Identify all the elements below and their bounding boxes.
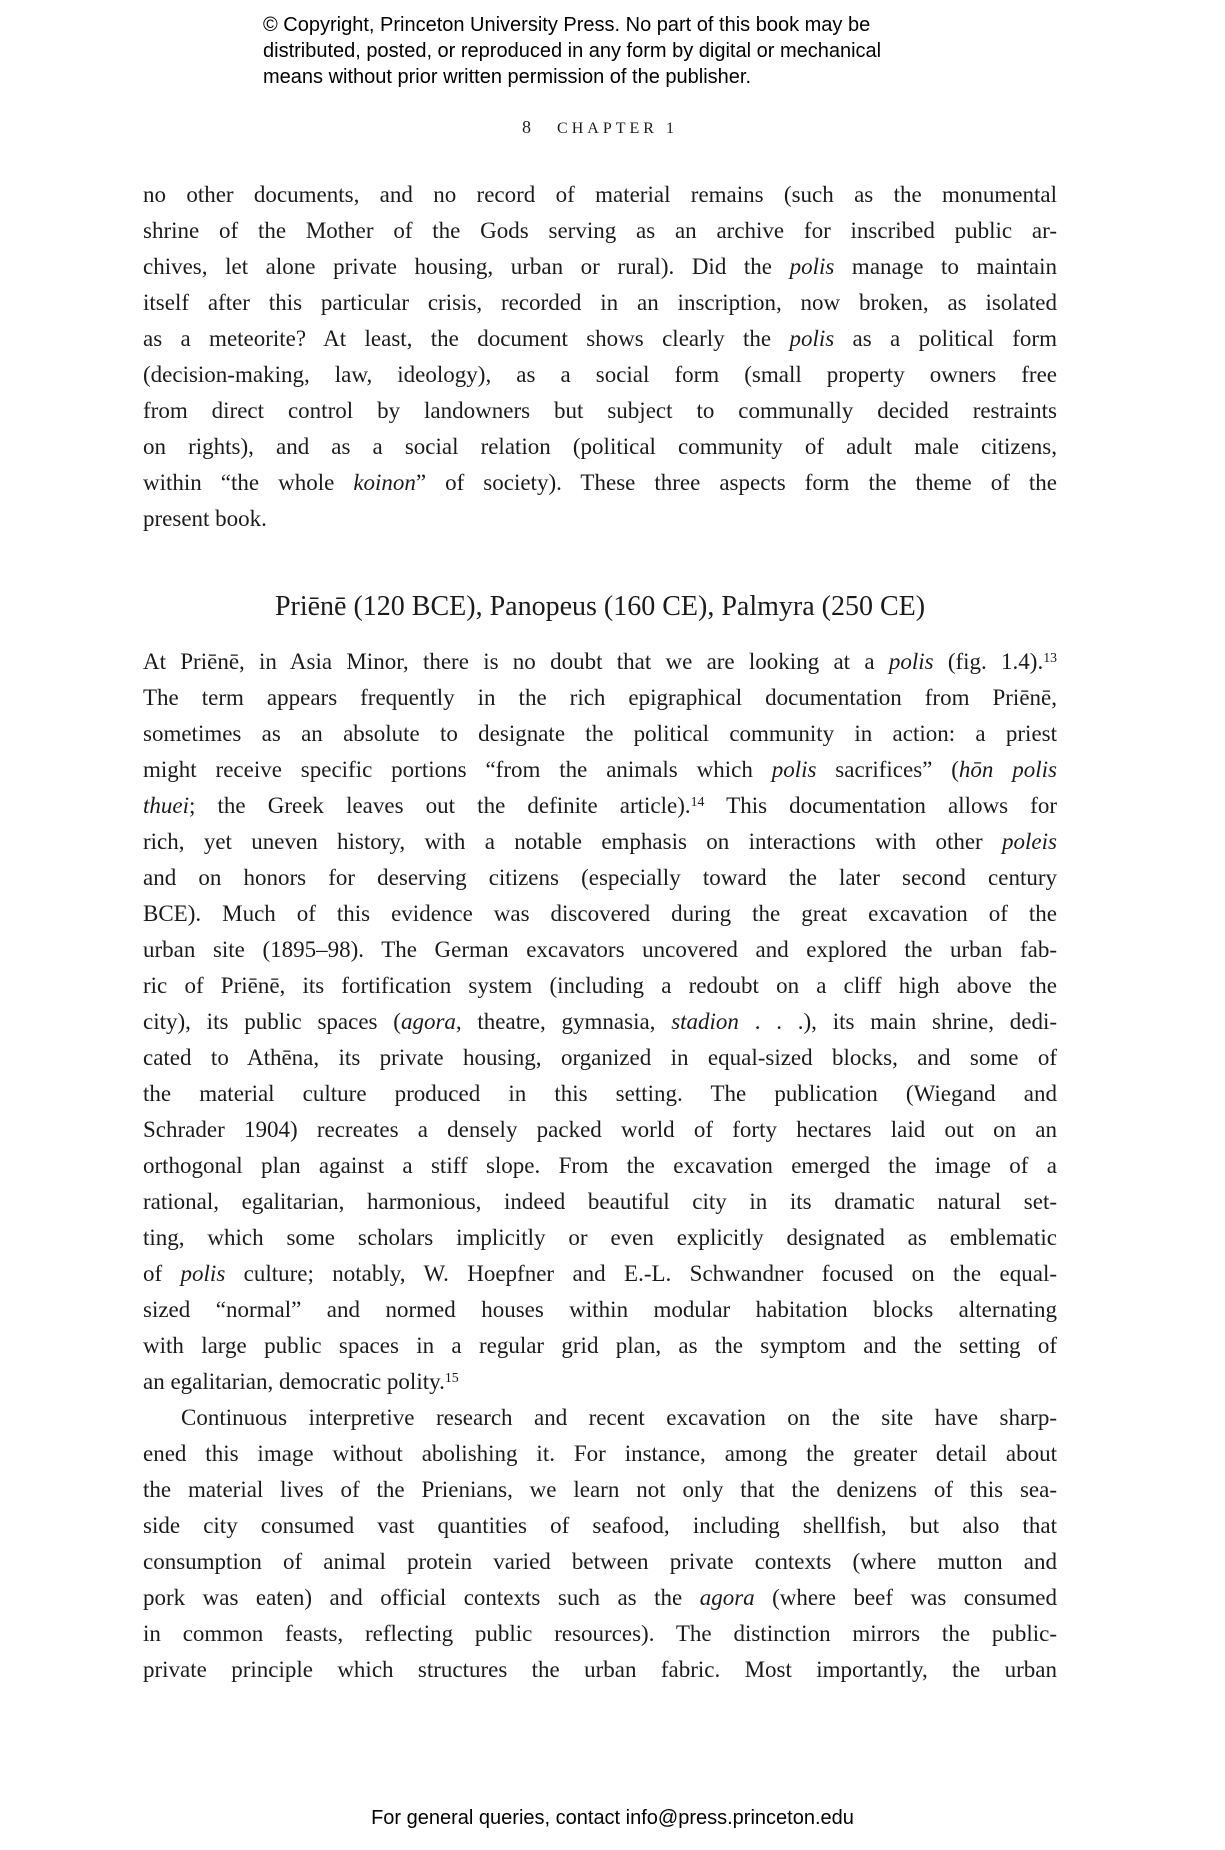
text-line: [143, 1328, 1057, 1364]
text-run: The term appears frequently in the rich epigraphical documentation from Priēnē,: [143, 685, 1057, 710]
text-run: ric of Priēnē, its fortification system (including a redoubt on a cliff high above the: [143, 973, 1057, 998]
italic-term: polis: [771, 757, 817, 782]
text-line: [143, 1292, 1057, 1328]
text-run: sacrifices” (: [816, 757, 959, 782]
text-run: city), its public spaces (: [143, 1009, 401, 1034]
text-line: [143, 1508, 1057, 1544]
text-line: [143, 788, 1057, 824]
text-line: [143, 860, 1057, 896]
italic-term: polis: [888, 649, 934, 674]
text-line: [143, 1436, 1057, 1472]
text-line: [143, 1616, 1057, 1652]
text-run: ened this image without abolishing it. For instance, among the greater detail about: [143, 1441, 1057, 1466]
text-run: as a meteorite? At least, the document shows clearly the: [143, 326, 790, 351]
text-line: [143, 177, 1057, 213]
text-run: culture; notably, W. Hoepfner and E.-L. Schwandner focused on the equal-: [225, 1261, 1057, 1286]
text-line: [143, 716, 1057, 752]
italic-term: stadion: [671, 1009, 739, 1034]
text-run: present book.: [143, 506, 267, 531]
text-run: might receive specific portions “from the animals which: [143, 757, 772, 782]
text-run: with large public spaces in a regular grid plan, as the symptom and the setting of: [143, 1333, 1057, 1358]
text-line: [143, 1472, 1057, 1508]
text-line: [143, 1112, 1057, 1148]
text-line: [143, 285, 1057, 321]
chapter-label: CHAPTER 1: [557, 120, 678, 137]
text-line: [143, 1544, 1057, 1580]
footnote-reference: 15: [444, 1370, 459, 1386]
copyright-line-2: distributed, posted, or reproduced in any form by digital or mechanical: [263, 40, 882, 62]
text-line: [143, 1076, 1057, 1112]
text-run: sometimes as an absolute to designate the political community in action: a priest: [143, 721, 1057, 746]
text-run: the material culture produced in this setting. The publication (Wiegand and: [143, 1081, 1057, 1106]
text-line: [143, 896, 1057, 932]
text-line: [143, 644, 1057, 680]
text-run: of: [143, 1261, 181, 1286]
text-line: [143, 1580, 1057, 1616]
text-line: [143, 680, 1057, 716]
footnote-reference: 13: [1043, 650, 1057, 666]
page-number: 8: [522, 117, 532, 137]
text-line: [143, 393, 1057, 429]
body-text-block: [143, 644, 1057, 1688]
text-line: [143, 1184, 1057, 1220]
text-line: [143, 249, 1057, 285]
text-run: (decision-making, law, ideology), as a social form (small property owners free: [143, 362, 1057, 387]
page-footer: For general queries, contact info@press.princeton.edu: [371, 1807, 854, 1829]
italic-term: polis: [789, 254, 835, 279]
text-line: [143, 465, 1057, 501]
text-run: ; the Greek leaves out the definite article).: [189, 793, 691, 818]
text-line: [143, 357, 1057, 393]
text-run: private principle which structures the urban fabric. Most importantly, the urban: [143, 1657, 1057, 1682]
text-run: an egalitarian, democratic polity.: [143, 1369, 445, 1394]
copyright-notice: [263, 12, 881, 90]
paragraph-3: [143, 1400, 1057, 1688]
paragraph-2: [143, 644, 1057, 1400]
text-run: . . .), its main shrine, dedi-: [738, 1009, 1057, 1034]
text-run: as a political form: [834, 326, 1057, 351]
text-run: urban site (1895–98). The German excavators uncovered and explored the urban fab-: [143, 937, 1057, 962]
italic-term: thuei: [143, 793, 189, 818]
text-line: [143, 752, 1057, 788]
text-run: Schrader 1904) recreates a densely packed world of forty hectares laid out on an: [143, 1117, 1057, 1142]
text-line: [143, 824, 1057, 860]
text-run: no other documents, and no record of material remains (such as the monumental: [143, 182, 1057, 207]
text-line: [143, 429, 1057, 465]
running-header: [143, 117, 1057, 138]
text-run: This documentation allows for: [704, 793, 1057, 818]
text-run: BCE). Much of this evidence was discovered during the great excavation of the: [143, 901, 1057, 926]
text-run: consumption of animal protein varied between private contexts (where mutton and: [143, 1549, 1057, 1574]
italic-term: poleis: [1002, 829, 1057, 854]
text-run: cated to Athēna, its private housing, organized in equal-sized blocks, and some of: [143, 1045, 1057, 1070]
text-run: pork was eaten) and official contexts such as the: [143, 1585, 700, 1610]
text-run: and on honors for deserving citizens (especially toward the later second century: [143, 865, 1057, 890]
text-line: [143, 1148, 1057, 1184]
text-run: ting, which some scholars implicitly or even explicitly designated as emblematic: [143, 1225, 1057, 1250]
italic-term: agora: [400, 1009, 456, 1034]
text-run: side city consumed vast quantities of seafood, including shellfish, but also that: [143, 1513, 1057, 1538]
text-line: [143, 1400, 1057, 1436]
text-line: [143, 968, 1057, 1004]
text-run: from direct control by landowners but subject to communally decided restraints: [143, 398, 1057, 423]
text-line: [143, 1220, 1057, 1256]
text-run: itself after this particular crisis, recorded in an inscription, now broken, as isolated: [143, 290, 1057, 315]
section-heading: Priēnē (120 BCE), Panopeus (160 CE), Palmyra (250 CE): [274, 591, 926, 622]
text-line: [143, 932, 1057, 968]
italic-term: koinon: [353, 470, 416, 495]
text-run: rational, egalitarian, harmonious, indeed beautiful city in its dramatic natural set-: [143, 1189, 1057, 1214]
text-run: sized “normal” and normed houses within modular habitation blocks alternating: [143, 1297, 1057, 1322]
italic-term: agora: [699, 1585, 755, 1610]
text-run: (where beef was consumed: [754, 1585, 1058, 1610]
text-run: (fig. 1.4).: [933, 649, 1044, 674]
text-run: within “the whole: [143, 470, 354, 495]
footnote-reference: 14: [690, 794, 705, 810]
text-run: on rights), and as a social relation (political community of adult male citizens,: [143, 434, 1057, 459]
copyright-line-3: means without prior written permission of the publisher.: [263, 66, 752, 88]
text-run: the material lives of the Prienians, we learn not only that the denizens of this sea-: [143, 1477, 1057, 1502]
italic-term: polis: [180, 1261, 226, 1286]
text-line: [143, 1256, 1057, 1292]
text-run: Continuous interpretive research and recent excavation on the site have sharp-: [181, 1405, 1057, 1430]
text-line: [143, 1004, 1057, 1040]
paragraph-1: [143, 177, 1057, 537]
text-line: [143, 1652, 1057, 1688]
text-run: in common feasts, reflecting public resources). The distinction mirrors the public-: [143, 1621, 1057, 1646]
italic-term: polis: [789, 326, 835, 351]
text-run: , theatre, gymnasia,: [455, 1009, 672, 1034]
text-run: chives, let alone private housing, urban or rural). Did the: [143, 254, 790, 279]
text-run: manage to maintain: [834, 254, 1057, 279]
text-line: [143, 1040, 1057, 1076]
italic-term: hōn polis: [958, 757, 1057, 782]
copyright-line-1: © Copyright, Princeton University Press. No part of this book may be: [263, 14, 871, 36]
text-line: [143, 1364, 1057, 1400]
text-run: rich, yet uneven history, with a notable emphasis on interactions with other: [143, 829, 1003, 854]
text-run: ” of society). These three aspects form the theme of the: [415, 470, 1058, 495]
text-line: [143, 321, 1057, 357]
text-run: At Priēnē, in Asia Minor, there is no doubt that we are looking at a: [143, 649, 889, 674]
text-line: [143, 213, 1057, 249]
text-run: shrine of the Mother of the Gods serving as an archive for inscribed public ar-: [143, 218, 1057, 243]
text-run: orthogonal plan against a stiff slope. From the excavation emerged the image of a: [143, 1153, 1057, 1178]
text-line: [143, 501, 1057, 537]
